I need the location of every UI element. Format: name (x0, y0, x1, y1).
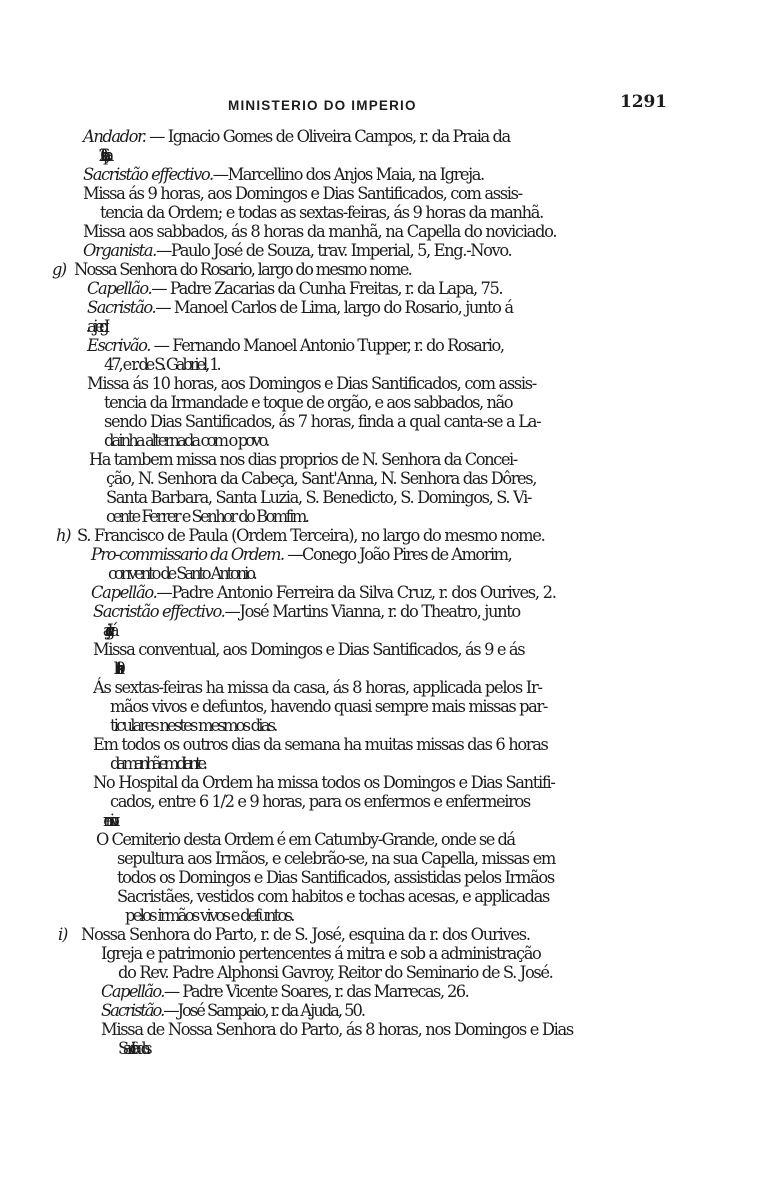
igreja-line-1: Igreja e patrimonio pertencentes á mitra e sob a administração (101, 944, 541, 963)
capellao-i-label: Capellão. (101, 982, 164, 1001)
escrivao-label: Escrivão. (87, 336, 150, 355)
capellao-g-text: — Padre Zacarias da Cunha Freitas, r. da Lapa, 75. (151, 279, 503, 298)
capellao-i-line (0, 982, 778, 1001)
capellao-h-line (0, 583, 778, 602)
section-g-title-text: Nossa Senhora do Rosario, largo do mesmo nome. (74, 260, 412, 279)
capellao-g-line (0, 279, 778, 298)
section-g-marker: g) (52, 260, 66, 279)
organista-line (0, 241, 778, 260)
andador-line-1 (0, 127, 778, 146)
sacristao-i-text: —José Sampaio, r. da Ajuda, 50. (163, 1001, 365, 1020)
andador-text-1: — Ignacio Gomes de Oliveira Campos, r. da Praia da (145, 127, 510, 146)
outros-dias-line-1: Em todos os outros dias da semana ha muitas missas das 6 horas (93, 735, 548, 754)
section-h-marker: h) (56, 526, 71, 545)
missa-i-line-2: Santificados. (118, 1039, 146, 1058)
sextas-line-3: ticulares nestes mesmos dias. (110, 716, 276, 735)
capellao-h-label: Capellão. (91, 583, 157, 602)
sacristao-h-line-1 (0, 602, 778, 621)
pro-commissario-line-2: convento de Santo Antonio. (108, 564, 255, 583)
capellao-h-text: —Padre Antonio Ferreira da Silva Cruz, r. dos Ourives, 2. (156, 583, 556, 602)
sacristao-g-text-1: — Manoel Carlos de Lima, largo do Rosario, junto á (155, 298, 513, 317)
missa-f-line-1: Missa ás 9 horas, aos Domingos e Dias Santificados, com assis- (83, 184, 522, 203)
sacristao-h-text-1: —José Martins Vianna, r. do Theatro, junto (224, 602, 520, 621)
section-g-title (0, 260, 778, 279)
section-h-title-text: S. Francisco de Paula (Ordem Terceira), no largo do mesmo nome. (77, 526, 545, 545)
section-i-title (0, 925, 778, 944)
sextas-line-1: Ás sextas-feiras ha missa da casa, ás 8 horas, applicada pelos Ir- (93, 678, 542, 697)
missa-f-sabbados: Missa aos sabbados, ás 8 horas da manhã, na Capella do noviciado. (83, 222, 557, 241)
sacristao-i-label: Sacristão. (101, 1001, 164, 1020)
pro-commissario-line-1 (0, 545, 778, 564)
escrivao-line-2: 47, e r. de S. Gabriel, 1. (104, 355, 219, 374)
capellao-g-label: Capellão. (87, 279, 152, 298)
section-h-title (0, 526, 778, 545)
page-body (0, 127, 778, 1058)
capellao-i-text: — Padre Vicente Soares, r. das Marrecas, 26. (163, 982, 469, 1001)
cemiterio-line-4: Sacristães, vestidos com habitos e tochas acesas, e applicadas (117, 887, 549, 906)
page-number: 1291 (620, 92, 667, 112)
igreja-line-2: do Rev. Padre Alphonsi Gavroy, Reitor do Seminario de S. José. (118, 963, 553, 982)
missa-g-line-3: sendo Dias Santificados, ás 7 horas, finda a qual canta-se a La- (104, 412, 541, 431)
sacristao-f-line (0, 165, 778, 184)
sacristao-f-label: Sacristão effectivo. (83, 165, 213, 184)
sextas-line-2: mãos vivos e defuntos, havendo quasi sempre mais missas par- (110, 697, 547, 716)
sacristao-h-label: Sacristão effectivo. (93, 602, 225, 621)
ha-tambem-line-2: ção, N. Senhora da Cabeça, Sant'Anna, N. Senhora das Dôres, (106, 469, 536, 488)
missa-f-line-2: tencia da Ordem; e todas as sextas-feiras, ás 9 horas da manhã. (100, 203, 543, 222)
running-header: MINISTERIO DO IMPERIO (228, 98, 417, 113)
missa-h-line-2 (0, 659, 778, 678)
missa-h-line-1: Missa conventual, aos Domingos e Dias Santificados, ás 9 e ás (93, 640, 525, 659)
organista-label: Organista. (83, 241, 156, 260)
ha-tambem-line-3: Santa Barbara, Santa Luzia, S. Benedicto, S. Domingos, S. Vi- (106, 488, 532, 507)
hospital-line-1: No Hospital da Ordem ha missa todos os Domingos e Dias Santifi- (93, 773, 555, 792)
andador-label: Andador. (83, 127, 146, 146)
organista-text: —Paulo José de Souza, trav. Imperial, 5, Eng.-Novo. (155, 241, 512, 260)
sacristao-g-line-2 (0, 317, 778, 336)
sacristao-h-line-2 (0, 621, 778, 640)
hospital-line-3 (0, 811, 778, 830)
cemiterio-line-1: O Cemiterio desta Ordem é em Catumby-Grande, onde se dá (96, 830, 515, 849)
sacristao-f-text: —Marcellino dos Anjos Maia, na Igreja. (212, 165, 484, 184)
missa-g-line-4: dainha alternada com o povo. (104, 431, 268, 450)
cemiterio-line-5: pelos irmãos vivos e defuntos. (125, 906, 293, 925)
missa-g-line-1: Missa ás 10 horas, aos Domingos e Dias Santificados, com assis- (87, 374, 536, 393)
ha-tambem-line-4: cente Ferrer e Senhor do Bomfim. (106, 507, 308, 526)
missa-i-line-1: Missa de Nossa Senhora do Parto, ás 8 horas, nos Domingos e Dias (101, 1020, 573, 1039)
sacristao-g-label: Sacristão. (87, 298, 156, 317)
section-i-marker: i) (58, 925, 68, 944)
ha-tambem-line-1: Ha tambem missa nos dias proprios de N. Senhora da Concei- (89, 450, 517, 469)
pro-commissario-label: Pro-commissario da Ordem. (91, 545, 284, 564)
section-i-title-text: Nossa Senhora do Parto, r. de S. José, esquina da r. dos Ourives. (81, 925, 530, 944)
hospital-line-2: cados, entre 6 1/2 e 9 horas, para os enfermos e enfermeiros (110, 792, 530, 811)
andador-line-2 (0, 146, 778, 165)
cemiterio-line-2: sepultura aos Irmãos, e celebrão-se, na sua Capella, missas em (117, 849, 555, 868)
escrivao-line-1 (0, 336, 778, 355)
outros-dias-line-2: da manhã em diante. (110, 754, 204, 773)
pro-commissario-text-1: —Conego João Pires de Amorim, (283, 545, 512, 564)
missa-g-line-2: tencia da Irmandade e toque de orgão, e aos sabbados, não (104, 393, 513, 412)
cemiterio-line-3: todos os Domingos e Dias Santificados, assistidas pelos Irmãos (117, 868, 554, 887)
sacristao-i-line (0, 1001, 778, 1020)
escrivao-text-1: — Fernando Manoel Antonio Tupper, r. do Rosario, (149, 336, 504, 355)
sacristao-g-line-1 (0, 298, 778, 317)
